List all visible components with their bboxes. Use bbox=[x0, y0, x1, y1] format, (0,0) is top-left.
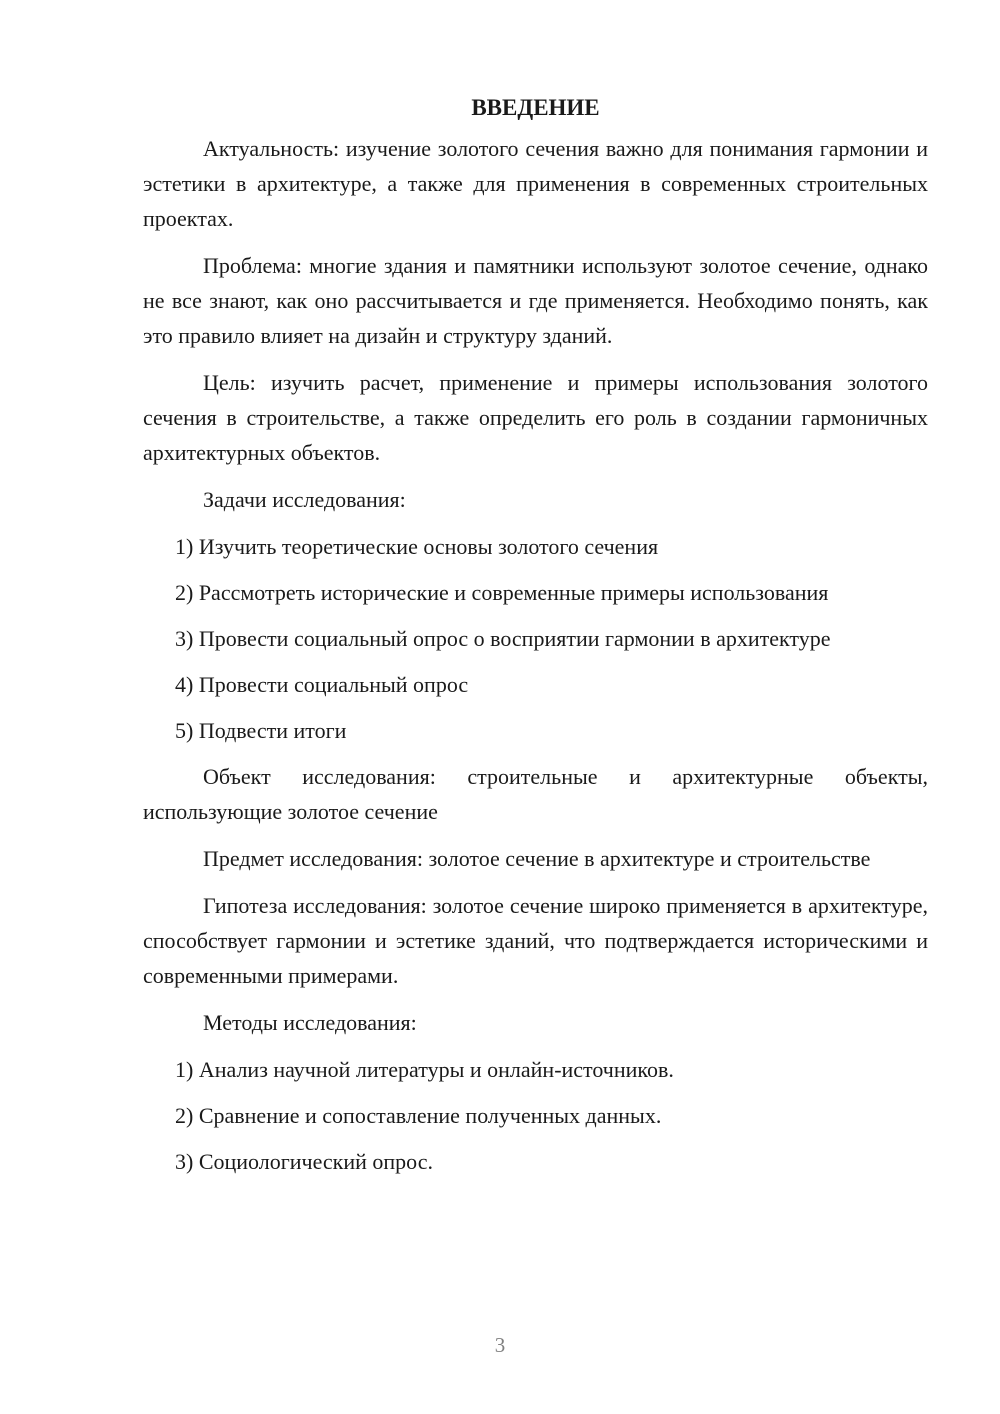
tasks-list bbox=[143, 529, 928, 748]
document-page bbox=[143, 90, 928, 1190]
method-item: 2) Сравнение и сопоставление полученных данных. bbox=[175, 1103, 662, 1128]
section-title: ВВЕДЕНИЕ bbox=[471, 95, 600, 120]
methods-heading: Методы исследования: bbox=[203, 1010, 417, 1035]
page-number: 3 bbox=[494, 1333, 506, 1357]
tasks-heading: Задачи исследования: bbox=[203, 487, 406, 512]
relevance-paragraph: Актуальность: изучение золотого сечения важно для понимания гармонии и эстетики в архитектуре, а также для применения в современных строительных проектах. bbox=[143, 136, 928, 231]
hypothesis-paragraph: Гипотеза исследования: золотое сечение широко применяется в архитектуре, способствует гармонии и эстетике зданий, что подтверждается историческими и современными примерами. bbox=[143, 893, 928, 988]
task-item: 4) Провести социальный опрос bbox=[175, 672, 469, 697]
method-item: 3) Социологический опрос. bbox=[175, 1149, 433, 1174]
problem-paragraph: Проблема: многие здания и памятники используют золотое сечение, однако не все знают, как оно рассчитывается и где применяется. Необходимо понять, как это правило влияет на дизайн и структуру зданий. bbox=[143, 253, 928, 348]
subject-paragraph: Предмет исследования: золотое сечение в архитектуре и строительстве bbox=[203, 846, 871, 871]
object-paragraph: Объект исследования: строительные и архитектурные объекты, использующие золотое сечение bbox=[143, 764, 928, 824]
task-item: 5) Подвести итоги bbox=[175, 718, 347, 743]
task-item: 1) Изучить теоретические основы золотого сечения bbox=[175, 534, 659, 559]
task-item: 2) Рассмотреть исторические и современные примеры использования bbox=[175, 580, 829, 605]
task-item: 3) Провести социальный опрос о восприятии гармонии в архитектуре bbox=[175, 626, 831, 651]
method-item: 1) Анализ научной литературы и онлайн-источников. bbox=[175, 1057, 674, 1082]
methods-list bbox=[143, 1052, 928, 1179]
goal-paragraph: Цель: изучить расчет, применение и примеры использования золотого сечения в строительстве, а также определить его роль в создании гармоничных архитектурных объектов. bbox=[143, 370, 928, 465]
